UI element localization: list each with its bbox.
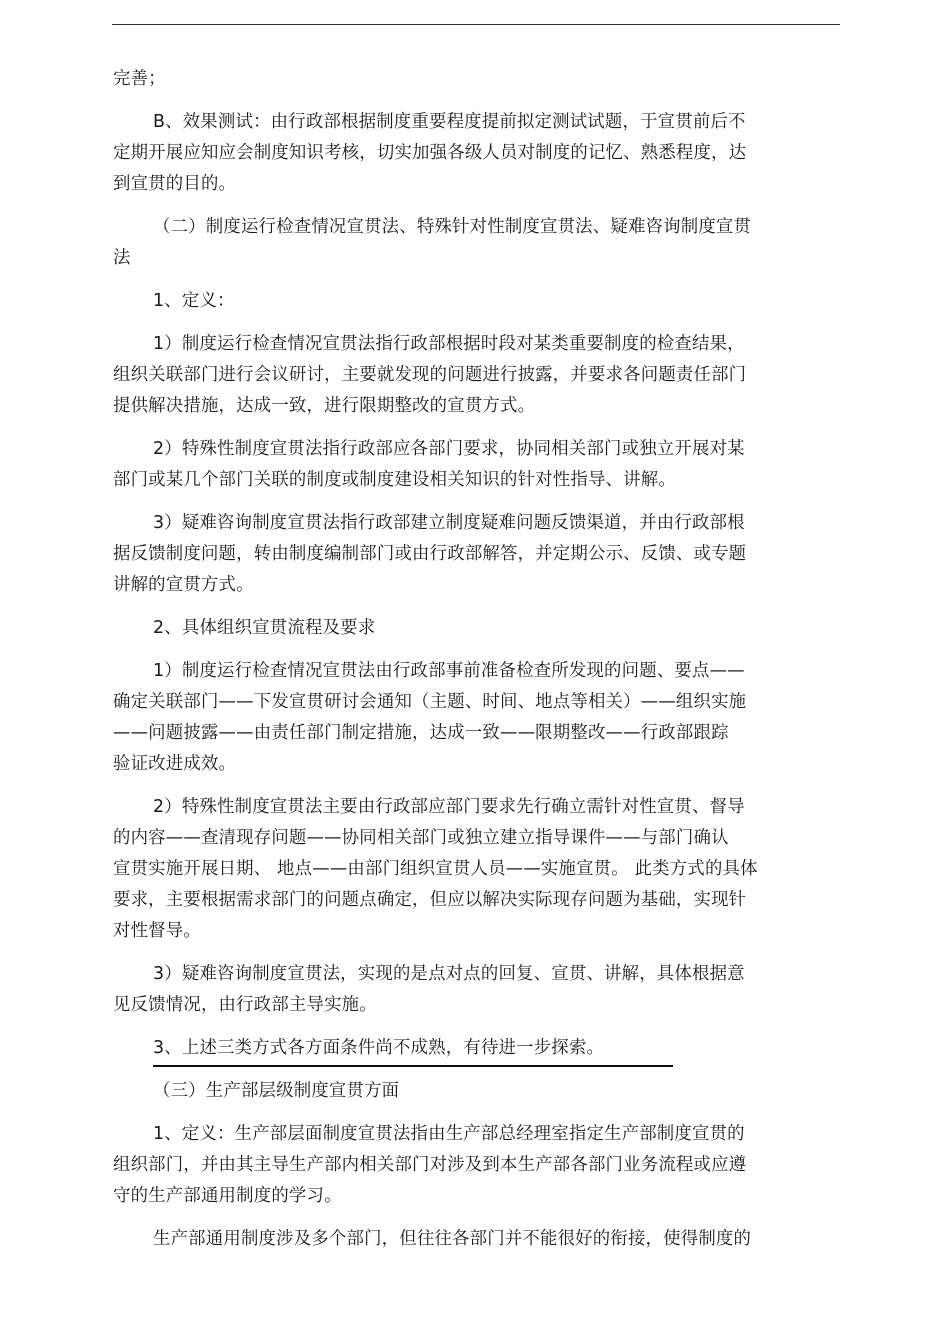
text-line: 1、定义：生产部层面制度宣贯法指由生产部总经理室指定生产部制度宣贯的	[153, 1124, 745, 1144]
text-line: 生产部通用制度涉及多个部门，但往往各部门并不能很好的衔接，使得制度的	[153, 1229, 752, 1249]
paragraph	[113, 508, 833, 601]
text-line: 2）特殊性制度宣贯法主要由行政部应部门要求先行确立需针对性宣贯、督导	[153, 797, 745, 817]
paragraph	[113, 434, 833, 496]
text-line: 部门或某几个部门关联的制度或制度建设相关知识的针对性指导、讲解。	[113, 470, 676, 490]
text-line: 组织关联部门进行会议研讨，主要就发现的问题进行披露，并要求各问题责任部门	[113, 365, 747, 385]
header-rule	[112, 24, 840, 25]
paragraph	[113, 329, 833, 422]
text-line: 提供解决措施，达成一致，进行限期整改的宣贯方式。	[113, 396, 536, 416]
text-line: 1）制度运行检查情况宣贯法指行政部根据时段对某类重要制度的检查结果，	[153, 334, 745, 354]
text-line: 1、定义：	[153, 291, 235, 311]
document-body	[113, 64, 833, 1267]
text-line: B、效果测试：由行政部根据制度重要程度提前拟定测试试题，于宣贯前后不	[153, 112, 746, 132]
text-line: 到宣贯的目的。	[113, 174, 237, 194]
paragraphs-after	[113, 1076, 833, 1255]
text-line: 的内容——查清现存问题——协同相关部门或独立建立指导课件——与部门确认	[113, 828, 729, 848]
paragraph	[113, 1119, 833, 1212]
paragraph	[113, 1076, 833, 1107]
text-line: 1）制度运行检查情况宣贯法由行政部事前准备检查所发现的问题、要点——	[153, 661, 745, 681]
text-line: 定期开展应知应会制度知识考核，切实加强各级人员对制度的记忆、熟悉程度，达	[113, 143, 747, 163]
text-line: 据反馈制度问题，转由制度编制部门或由行政部解答，并定期公示、反馈、或专题	[113, 544, 747, 564]
paragraph	[113, 1224, 833, 1255]
paragraph	[113, 959, 833, 1021]
underlined-paragraph	[113, 1033, 833, 1064]
text-line: 守的生产部通用制度的学习。	[113, 1186, 342, 1206]
text-line: 宣贯实施开展日期、 地点——由部门组织宣贯人员——实施宣贯。 此类方式的具体	[113, 859, 758, 879]
text-line: 完善；	[113, 69, 166, 89]
text-line: ——问题披露——由责任部门制定措施，达成一致——限期整改——行政部跟踪	[113, 723, 729, 743]
text-line: 讲解的宣贯方式。	[113, 575, 254, 595]
text-line: 法	[113, 248, 131, 268]
text-line: 确定关联部门——下发宣贯研讨会通知（主题、时间、地点等相关）——组织实施	[113, 692, 747, 712]
paragraph	[113, 656, 833, 780]
text-line: 2）特殊性制度宣贯法指行政部应各部门要求，协同相关部门或独立开展对某	[153, 439, 745, 459]
text-line: 对性督导。	[113, 921, 201, 941]
underlined-text: 3、上述三类方式各方面条件尚不成熟，有待进一步探索。	[153, 1038, 605, 1058]
paragraph	[113, 64, 833, 95]
text-line: 3）疑难咨询制度宣贯法，实现的是点对点的回复、宣贯、讲解，具体根据意	[153, 964, 745, 984]
paragraph	[113, 792, 833, 947]
text-line: 3）疑难咨询制度宣贯法指行政部建立制度疑难问题反馈渠道，并由行政部根	[153, 513, 745, 533]
paragraphs-before	[113, 64, 833, 1021]
text-line: 验证改进成效。	[113, 754, 237, 774]
paragraph	[113, 107, 833, 200]
text-line: 组织部门，并由其主导生产部内相关部门对涉及到本生产部各部门业务流程或应遵	[113, 1155, 747, 1175]
underline-rule	[153, 1065, 673, 1067]
underlined-text-wrap	[113, 1033, 604, 1064]
text-line: （三）生产部层级制度宣贯方面	[153, 1081, 400, 1101]
text-line: 见反馈情况，由行政部主导实施。	[113, 995, 377, 1015]
text-line: 要求，主要根据需求部门的问题点确定，但应以解决实际现存问题为基础，实现针	[113, 890, 747, 910]
text-line: 2、具体组织宣贯流程及要求	[153, 618, 376, 638]
text-line: （二）制度运行检查情况宣贯法、特殊针对性制度宣贯法、疑难咨询制度宣贯	[153, 217, 752, 237]
paragraph	[113, 286, 833, 317]
paragraph	[113, 613, 833, 644]
paragraph	[113, 212, 833, 274]
